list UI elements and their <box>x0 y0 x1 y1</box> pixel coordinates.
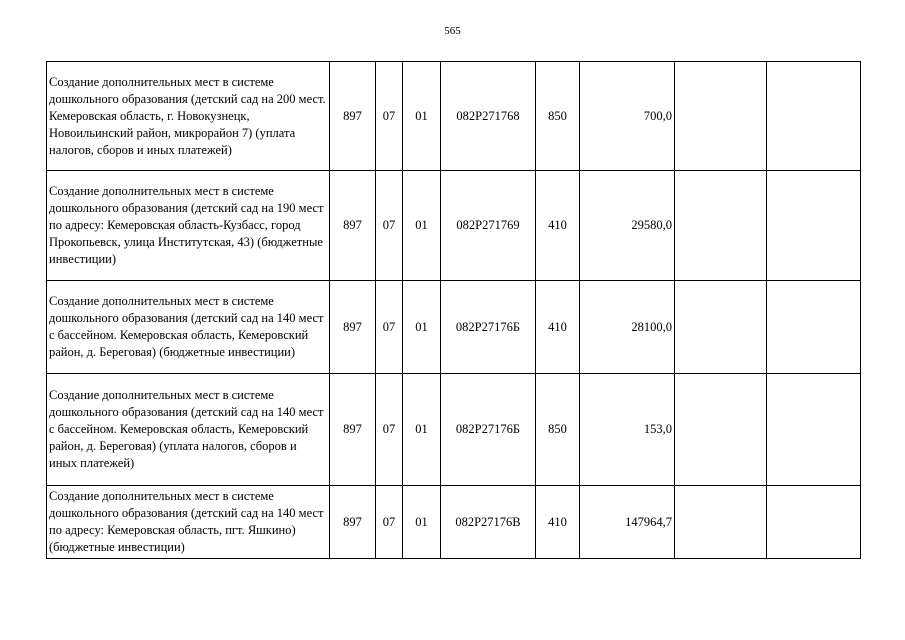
subsection-code: 01 <box>403 281 441 374</box>
empty-cell <box>767 486 861 559</box>
subsection-code: 01 <box>403 374 441 486</box>
expense-name: Создание дополнительных мест в системе дошкольного образования (детский сад на 140 мест по адресу: Кемеровская область, пгт. Яшкино) (бюджетные инвестиции) <box>47 486 330 559</box>
empty-cell <box>675 486 767 559</box>
expense-type-code: 850 <box>536 374 580 486</box>
table-row <box>47 486 861 559</box>
empty-cell <box>675 281 767 374</box>
target-article-code: 082P27176Б <box>441 281 536 374</box>
ministry-code: 897 <box>330 374 376 486</box>
section-code: 07 <box>376 486 403 559</box>
empty-cell <box>767 281 861 374</box>
amount-cell: 700,0 <box>580 62 675 171</box>
target-article-code: 082P271769 <box>441 171 536 281</box>
expense-name: Создание дополнительных мест в системе дошкольного образования (детский сад на 140 мест с бассейном. Кемеровская область, Кемеровский район, д. Береговая) (бюджетные инвестиции) <box>47 281 330 374</box>
amount-cell: 29580,0 <box>580 171 675 281</box>
expense-type-code: 410 <box>536 171 580 281</box>
empty-cell <box>675 62 767 171</box>
table-row <box>47 62 861 171</box>
table-row <box>47 171 861 281</box>
expense-type-code: 410 <box>536 486 580 559</box>
ministry-code: 897 <box>330 171 376 281</box>
empty-cell <box>767 171 861 281</box>
subsection-code: 01 <box>403 486 441 559</box>
expense-type-code: 850 <box>536 62 580 171</box>
subsection-code: 01 <box>403 171 441 281</box>
empty-cell <box>767 374 861 486</box>
subsection-code: 01 <box>403 62 441 171</box>
section-code: 07 <box>376 281 403 374</box>
target-article-code: 082P27176Б <box>441 374 536 486</box>
section-code: 07 <box>376 374 403 486</box>
empty-cell <box>767 62 861 171</box>
page-number: 565 <box>444 25 461 37</box>
ministry-code: 897 <box>330 281 376 374</box>
amount-cell: 147964,7 <box>580 486 675 559</box>
expense-name: Создание дополнительных мест в системе дошкольного образования (детский сад на 200 мест. Кемеровская область, г. Новокузнецк, Новоильинский район, микрорайон 7) (уплата налогов, сборов и иных платежей) <box>47 62 330 171</box>
table-row <box>47 374 861 486</box>
expense-name: Создание дополнительных мест в системе дошкольного образования (детский сад на 190 мест по адресу: Кемеровская область-Кузбасс, город Прокопьевск, улица Институтская, 43) (бюджетные инвестиции) <box>47 171 330 281</box>
empty-cell <box>675 171 767 281</box>
amount-cell: 28100,0 <box>580 281 675 374</box>
ministry-code: 897 <box>330 486 376 559</box>
table-row <box>47 281 861 374</box>
budget-table <box>46 61 861 559</box>
section-code: 07 <box>376 171 403 281</box>
target-article-code: 082P271768 <box>441 62 536 171</box>
ministry-code: 897 <box>330 62 376 171</box>
empty-cell <box>675 374 767 486</box>
expense-type-code: 410 <box>536 281 580 374</box>
amount-cell: 153,0 <box>580 374 675 486</box>
target-article-code: 082P27176В <box>441 486 536 559</box>
expense-name: Создание дополнительных мест в системе дошкольного образования (детский сад на 140 мест с бассейном. Кемеровская область, Кемеровский район, д. Береговая) (уплата налогов, сборов и иных платежей) <box>47 374 330 486</box>
section-code: 07 <box>376 62 403 171</box>
